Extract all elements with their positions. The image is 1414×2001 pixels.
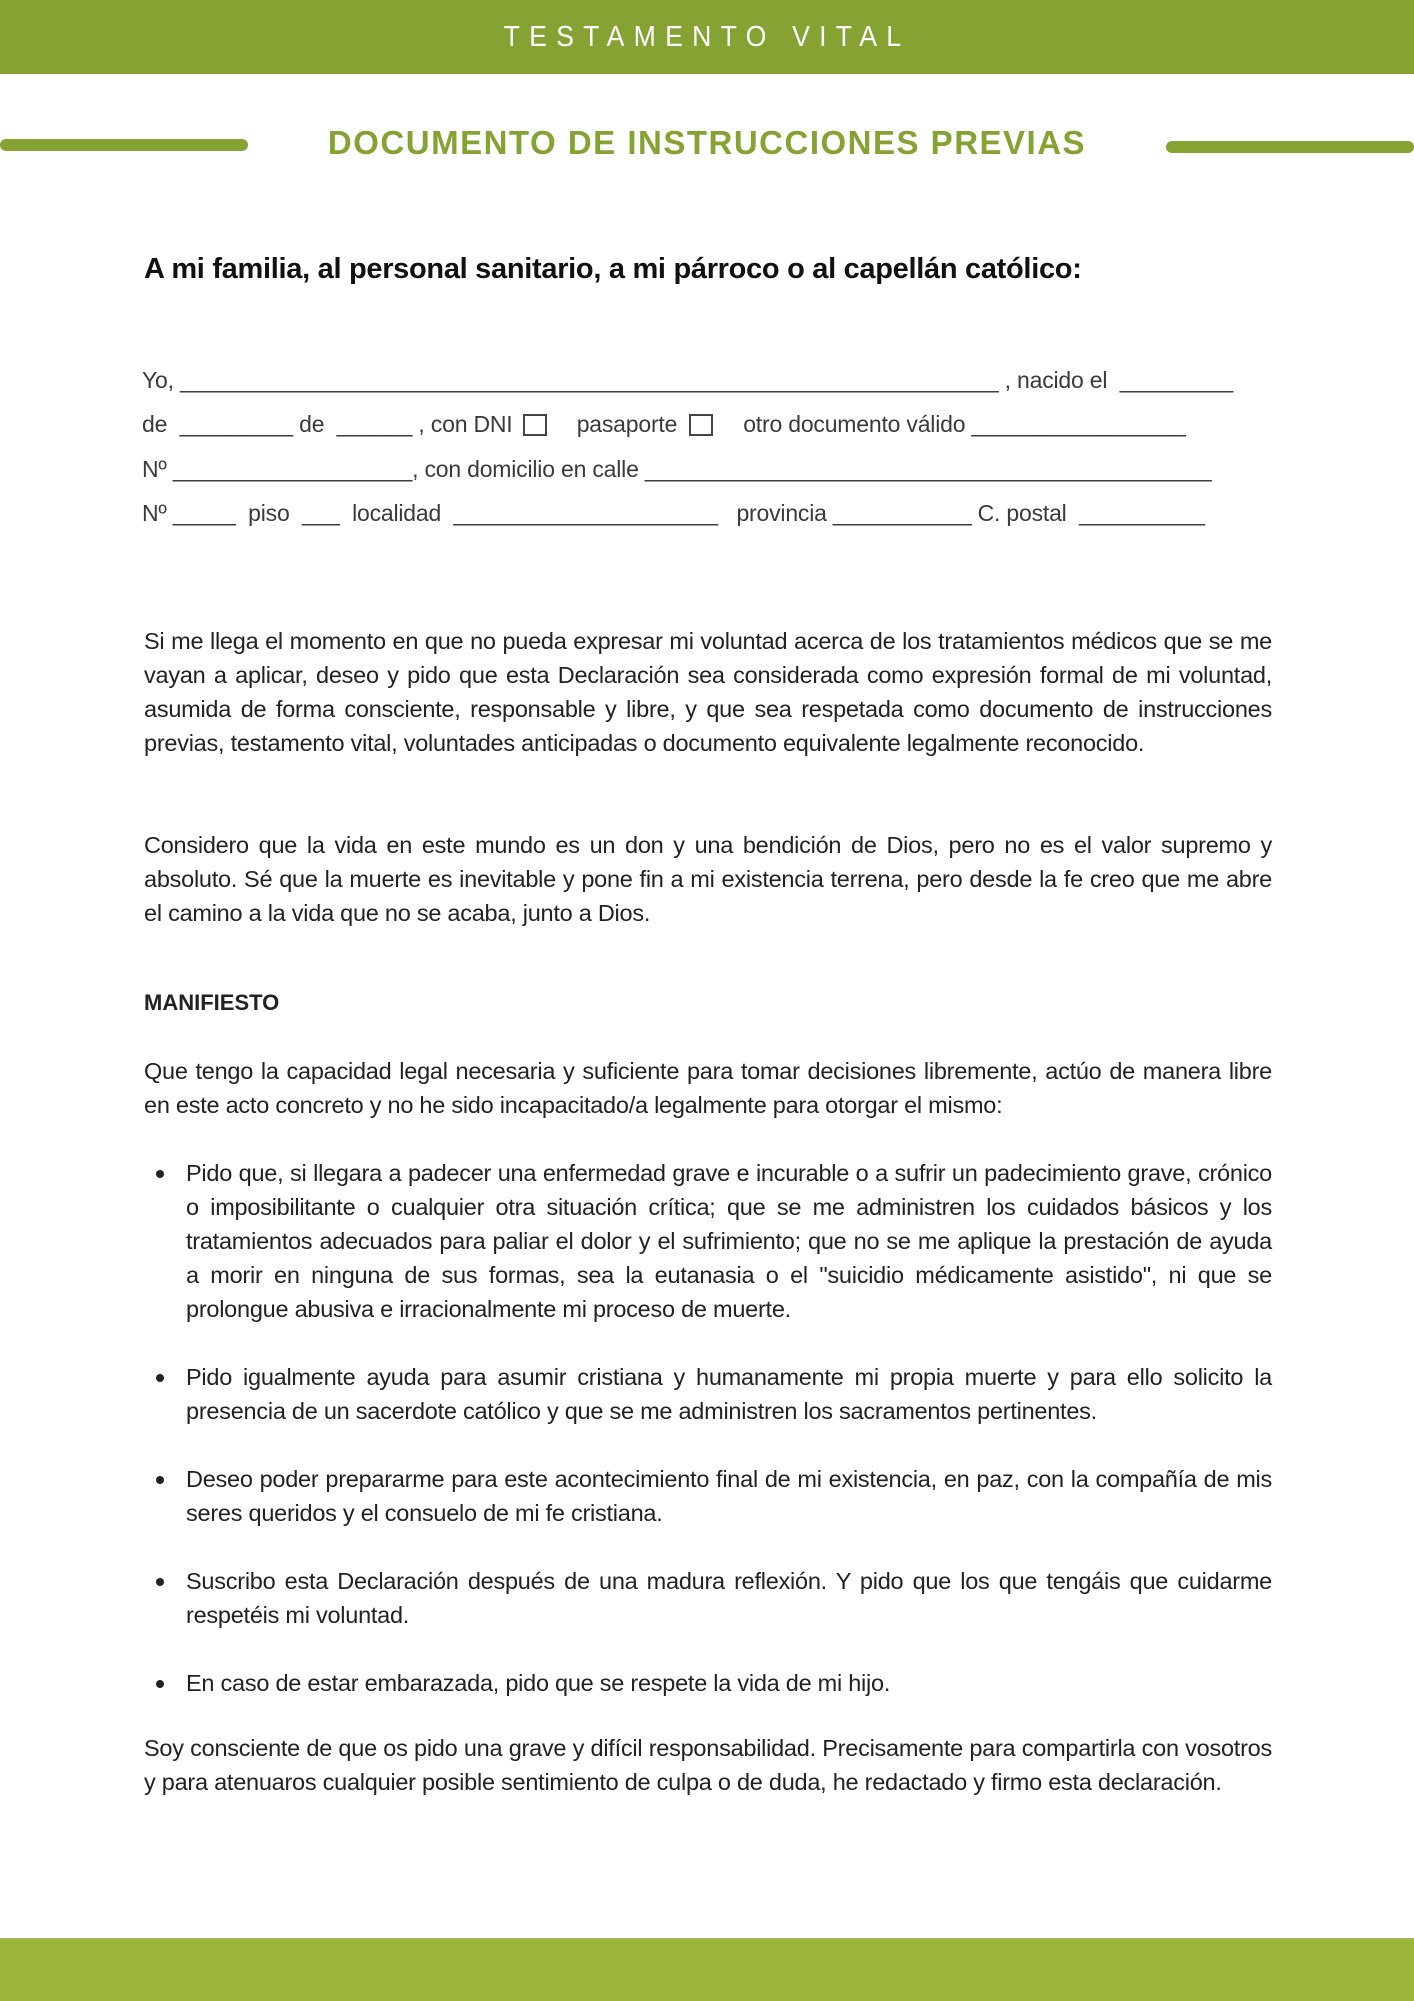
label-dni: , con DNI <box>412 411 513 438</box>
label-born: , nacido el <box>998 366 1120 393</box>
passport-checkbox[interactable] <box>689 414 713 436</box>
document-number-blank-field[interactable]: ___________________ <box>172 455 413 482</box>
list-item <box>144 1666 1272 1700</box>
list-item <box>144 1360 1272 1428</box>
bullet-icon <box>156 1170 164 1178</box>
form-line-street <box>142 447 1274 492</box>
form-line-name <box>142 358 1274 403</box>
label-province: provincia <box>717 500 833 527</box>
personal-data-form <box>142 358 1274 536</box>
label-street: , con domicilio en calle <box>412 455 645 482</box>
city-blank-field[interactable]: _____________________ <box>453 500 718 527</box>
list-item-text: Pido igualmente ayuda para asumir cristiana y humanamente mi propia muerte y para ello solicito la presencia de un sacerdote católico y que se me administren los sacramentos pertinentes. <box>186 1364 1272 1424</box>
document-title: TESTAMENTO VITAL <box>503 20 911 53</box>
bullet-icon <box>156 1374 164 1382</box>
postal-code-blank-field[interactable]: __________ <box>1078 500 1205 527</box>
form-line-location <box>142 492 1274 537</box>
label-city: localidad <box>339 500 454 527</box>
list-item-text: Suscribo esta Declaración después de una madura reflexión. Y pido que los que tengáis que cuidarme respetéis mi voluntad. <box>186 1568 1272 1628</box>
label-de: de <box>142 411 180 438</box>
dni-checkbox[interactable] <box>523 414 547 436</box>
birth-month-blank-field[interactable]: _________ <box>179 411 293 438</box>
faith-paragraph: Considero que la vida en este mundo es un don y una bendición de Dios, pero no es el valor supremo y absoluto. Sé que la muerte es inevitable y pone fin a mi existencia terrena, pero desde la fe creo que me abre el camino a la vida que no se acaba, junto a Dios. <box>144 832 1272 926</box>
province-blank-field[interactable]: ___________ <box>832 500 972 527</box>
label-number: Nº <box>142 455 173 482</box>
document-subtitle: DOCUMENTO DE INSTRUCCIONES PREVIAS <box>327 124 1087 161</box>
form-line-document <box>142 403 1274 448</box>
list-item-text: En caso de estar embarazada, pido que se respete la vida de mi hijo. <box>186 1670 891 1696</box>
birth-day-blank-field[interactable]: _________ <box>1119 366 1234 393</box>
declaration-paragraph: Si me llega el momento en que no pueda expresar mi voluntad acerca de los tratamientos médicos que se me vayan a aplicar, deseo y pido que esta Declaración sea considerada como expresión formal de mi voluntad, asumida de forma consciente, responsable y libre, y que sea respetada como documento de instrucciones previas, testamento vital, voluntades anticipadas o documento equivalente legalmente reconocido. <box>144 628 1272 756</box>
label-street-number: Nº <box>142 500 173 527</box>
list-item <box>144 1156 1272 1326</box>
street-number-blank-field[interactable]: _____ <box>172 500 236 527</box>
label-postal-code: C. postal <box>971 500 1079 527</box>
bullet-icon <box>156 1476 164 1484</box>
list-item-text: Deseo poder prepararme para este acontecimiento final de mi existencia, en paz, con la compañía de mis seres queridos y el consuelo de mi fe cristiana. <box>186 1466 1272 1526</box>
name-blank-field[interactable]: _________________________________________________________________ <box>180 366 999 393</box>
list-item-text: Pido que, si llegara a padecer una enfermedad grave e incurable o a sufrir un padecimiento grave, crónico o imposibilitante o cualquier otra situación crítica; que se me administren los cuidados básicos y los tratamientos adecuados para paliar el dolor y el sufrimiento; que no se me aplique la prestación de ayuda a morir en ninguna de sus formas, sea la eutanasia o el "suicidio médicamente asistido", ni que se prolongue abusiva e irracionalmente mi proceso de muerte. <box>186 1160 1272 1322</box>
decorative-rule-right <box>1166 141 1414 153</box>
street-blank-field[interactable]: _____________________________________________ <box>644 455 1212 482</box>
bullet-icon <box>156 1680 164 1688</box>
closing-paragraph: Soy consciente de que os pido una grave y difícil responsabilidad. Precisamente para compartirla con vosotros y para atenuaros cualquier posible sentimiento de culpa o de duda, he redactado y firmo esta declaración. <box>144 1735 1272 1795</box>
section-heading-manifiesto: MANIFIESTO <box>144 990 280 1015</box>
list-item <box>144 1462 1272 1530</box>
bullet-icon <box>156 1578 164 1586</box>
label-other-document: otro documento válido <box>743 411 972 438</box>
capacity-paragraph: Que tengo la capacidad legal necesaria y suficiente para tomar decisiones libremente, actúo de manera libre en este acto concreto y no he sido incapacitado/a legalmente para otorgar el mismo: <box>144 1058 1272 1118</box>
birth-year-blank-field[interactable]: ______ <box>336 411 413 438</box>
label-passport: pasaporte <box>576 411 678 438</box>
label-yo: Yo, <box>142 366 181 393</box>
floor-blank-field[interactable]: ___ <box>301 500 340 527</box>
label-floor: piso <box>235 500 302 527</box>
salutation: A mi familia, al personal sanitario, a mi párroco o al capellán católico: <box>144 253 1082 285</box>
label-de-2: de <box>292 411 337 438</box>
requests-list <box>144 1156 1272 1734</box>
footer-bar <box>0 1938 1414 2001</box>
header-bar <box>0 0 1414 74</box>
other-document-blank-field[interactable]: _________________ <box>971 411 1186 438</box>
list-item <box>144 1564 1272 1632</box>
